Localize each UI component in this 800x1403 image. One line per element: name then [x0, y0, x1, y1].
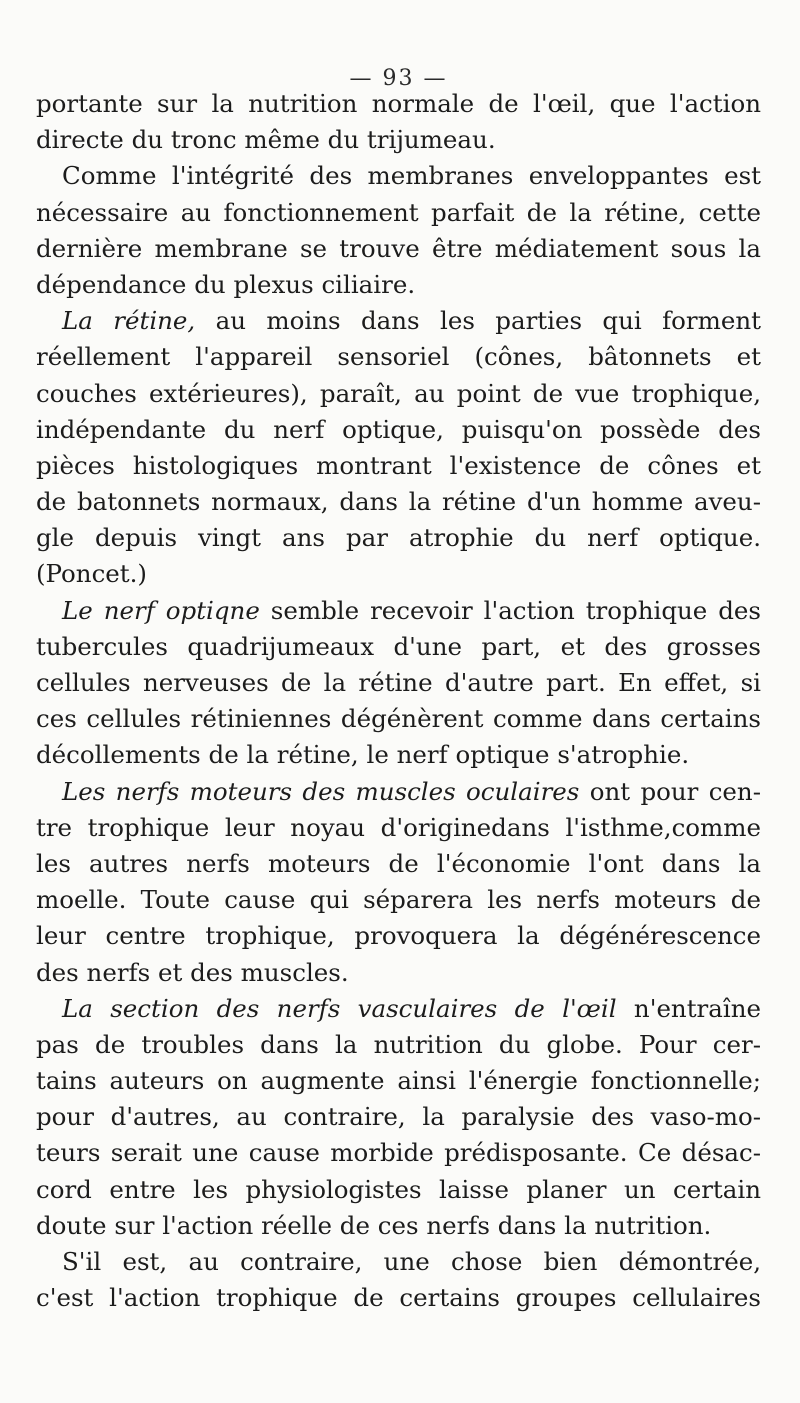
text-line — [36, 556, 761, 592]
text-line — [36, 1099, 761, 1135]
line-text: (Poncet.) — [36, 559, 147, 589]
text-line — [36, 339, 761, 375]
line-text: semble recevoir l'action trophique des — [259, 595, 761, 625]
text-line — [36, 1208, 761, 1244]
line-text: nécessaire au fonctionnement parfait de la rétine, cette — [36, 197, 761, 227]
line-text: pièces histologiques montrant l'existence de cônes et — [36, 450, 761, 480]
text-line — [36, 593, 761, 629]
text-line — [36, 267, 761, 303]
line-text: des nerfs et des muscles. — [36, 957, 349, 987]
text-line — [36, 1172, 761, 1208]
text-line — [36, 303, 761, 339]
line-text: cellules nerveuses de la rétine d'autre part. En effet, si — [36, 668, 761, 697]
text-line — [36, 122, 761, 158]
text-line — [36, 1135, 761, 1171]
line-text: directe du tronc même du trijumeau. — [36, 125, 496, 155]
line-text: gle depuis vingt ans par atrophie du nerf optique. — [36, 523, 761, 553]
text-line — [36, 231, 761, 267]
line-text: tubercules quadrijumeaux d'une part, et des grosses — [36, 631, 761, 661]
text-line — [36, 448, 761, 484]
line-text: dernière membrane se trouve être médiatement sous la — [36, 233, 761, 263]
line-text: S'il est, au contraire, une chose bien démontrée, — [62, 1247, 761, 1276]
body-text — [36, 86, 761, 1316]
line-text: n'entraîne — [616, 993, 761, 1023]
line-text: les autres nerfs moteurs de l'économie l'ont dans la — [36, 848, 761, 878]
line-text: c'est l'action trophique de certains groupes cellulaires — [36, 1283, 761, 1313]
line-text: leur centre trophique, provoquera la dégénérescence — [36, 921, 761, 951]
line-text: moelle. Toute cause qui séparera les nerfs moteurs de — [36, 885, 761, 915]
line-text: teurs serait une cause morbide prédisposante. Ce désac- — [36, 1138, 761, 1168]
line-text: réellement l'appareil sensoriel (cônes, bâtonnets et — [36, 342, 761, 372]
text-line — [36, 195, 761, 231]
line-text: pour d'autres, au contraire, la paralysie des vaso-mo- — [36, 1102, 761, 1132]
line-text: dépendance du plexus ciliaire. — [36, 269, 416, 299]
text-line — [36, 629, 761, 665]
text-line — [36, 1063, 761, 1099]
text-line — [36, 665, 761, 701]
text-line — [36, 376, 761, 412]
line-text: Comme l'intégrité des membranes enveloppantes est — [62, 161, 761, 191]
text-line — [36, 955, 761, 991]
line-text: doute sur l'action réelle de ces nerfs dans la nutrition. — [36, 1210, 712, 1240]
italic-heading: La section des nerfs vasculaires de l'œil — [62, 993, 617, 1023]
text-line — [36, 1280, 761, 1316]
text-line — [36, 158, 761, 194]
text-line — [36, 774, 761, 810]
page-number: — 93 — — [349, 66, 448, 91]
text-line — [36, 1027, 761, 1063]
text-line — [36, 991, 761, 1027]
line-text: ont pour cen- — [579, 776, 761, 806]
book-page — [36, 0, 761, 1403]
text-line — [36, 701, 761, 737]
text-line — [36, 918, 761, 954]
text-line — [36, 810, 761, 846]
line-text: décollements de la rétine, le nerf optique s'atrophie. — [36, 740, 690, 770]
line-text: tains auteurs on augmente ainsi l'énergie fonctionnelle; — [36, 1066, 761, 1096]
text-line — [36, 520, 761, 556]
italic-heading: Les nerfs moteurs des muscles oculaires — [62, 776, 580, 806]
italic-heading: Le nerf optiqne — [62, 595, 260, 625]
line-text: portante sur la nutrition normale de l'œil, que l'action — [36, 89, 761, 118]
text-line — [36, 412, 761, 448]
line-text: cord entre les physiologistes laisse planer un certain — [36, 1174, 761, 1204]
text-line — [36, 882, 761, 918]
italic-heading: La rétine, — [62, 306, 196, 336]
line-text: couches extérieures), paraît, au point de vue trophique, — [36, 378, 761, 408]
line-text: ces cellules rétiniennes dégénèrent comme dans certains — [36, 704, 761, 734]
line-text: pas de troubles dans la nutrition du globe. Pour cer- — [36, 1029, 761, 1059]
text-line — [36, 846, 761, 882]
line-text: au moins dans les parties qui forment — [195, 306, 761, 336]
text-line — [36, 86, 761, 122]
line-text: tre trophique leur noyau d'originedans l'isthme,comme — [36, 812, 761, 842]
line-text: de batonnets normaux, dans la rétine d'un homme aveu- — [36, 487, 761, 517]
text-line — [36, 1244, 761, 1280]
line-text: indépendante du nerf optique, puisqu'on possède des — [36, 414, 761, 444]
text-line — [36, 484, 761, 520]
text-line — [36, 737, 761, 773]
